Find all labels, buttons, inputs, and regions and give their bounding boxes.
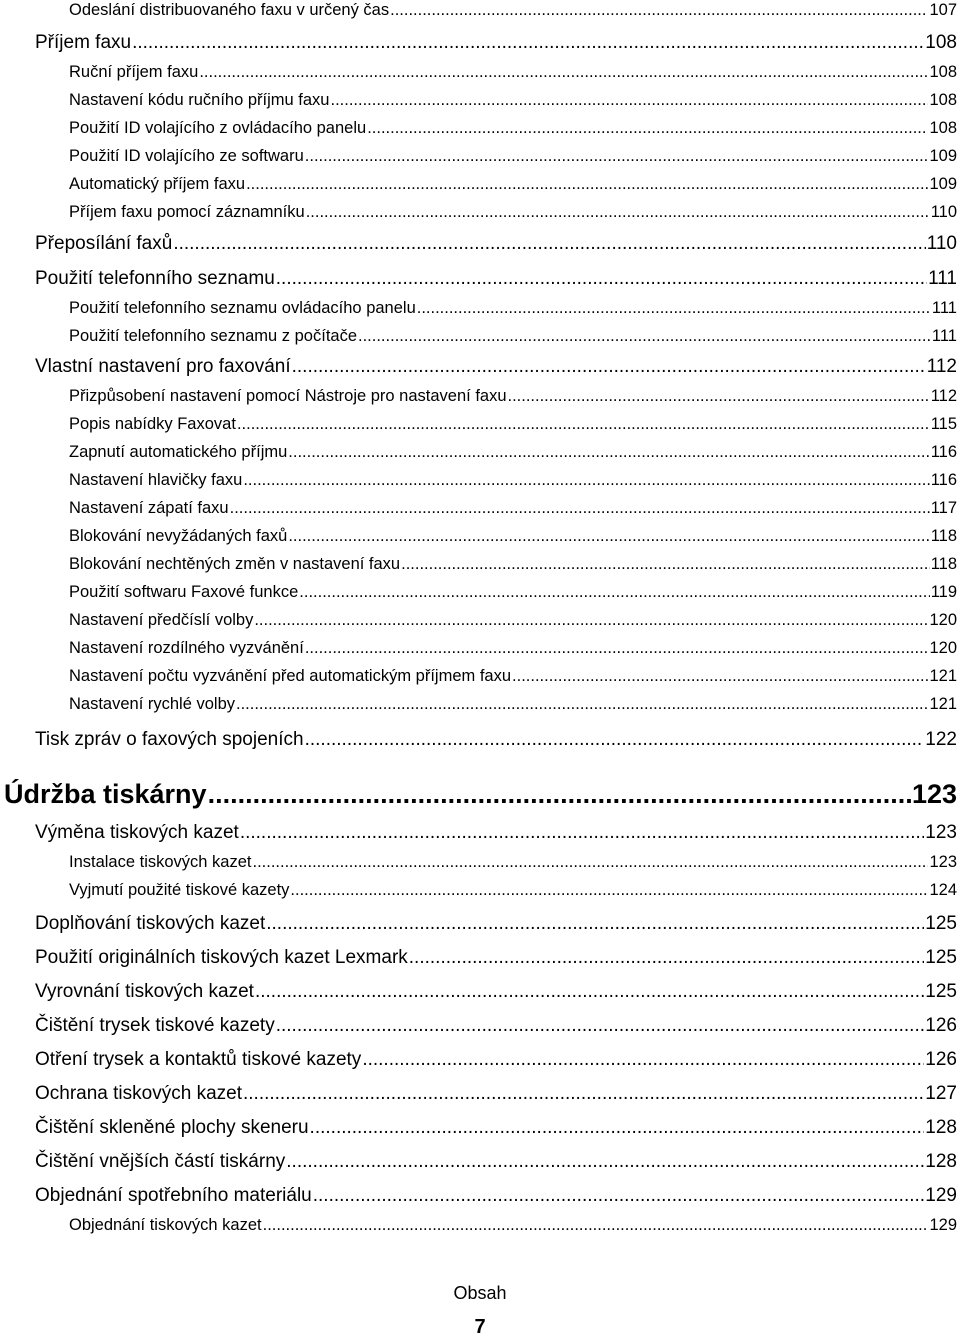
toc-entry-title: Použití originálních tiskových kazet Lexmark	[35, 947, 408, 968]
toc-dot-leader	[290, 877, 928, 903]
toc-entry[interactable]	[69, 0, 957, 23]
toc-entry-page: 111	[931, 327, 957, 345]
toc-entry[interactable]	[69, 607, 957, 633]
toc-entry[interactable]	[69, 439, 957, 465]
toc-entry[interactable]	[69, 523, 957, 549]
toc-entry[interactable]	[35, 726, 957, 754]
toc-entry[interactable]	[35, 1080, 957, 1108]
toc-entry[interactable]	[69, 59, 957, 85]
toc-entry-page: 121	[929, 667, 957, 685]
toc-entry[interactable]	[69, 323, 957, 349]
toc-dot-leader	[276, 1012, 925, 1040]
toc-dot-leader	[266, 910, 924, 938]
toc-dot-leader	[276, 265, 927, 293]
toc-dot-leader	[255, 978, 924, 1006]
toc-entry[interactable]	[35, 1182, 957, 1210]
toc-entry[interactable]	[69, 143, 957, 169]
toc-entry-page: 111	[928, 268, 957, 289]
toc-dot-leader	[237, 411, 930, 437]
toc-entry-page: 107	[929, 1, 957, 19]
toc-entry-page: 122	[925, 729, 957, 750]
toc-entry-page: 123	[925, 822, 957, 843]
toc-entry-title: Nastavení počtu vyzvánění před automatickým příjmem faxu	[69, 667, 512, 685]
toc-entry-page: 110	[930, 203, 957, 221]
footer-section-title: Obsah	[453, 1283, 507, 1303]
toc-entry-page: 108	[925, 32, 957, 53]
toc-dot-leader	[508, 383, 930, 409]
toc-entry-page: 128	[925, 1117, 957, 1138]
toc-entry-title: Údržba tiskárny	[4, 779, 207, 809]
toc-entry-page: 129	[929, 1216, 957, 1234]
toc-entry-title: Objednání tiskových kazet	[69, 1216, 262, 1234]
toc-entry[interactable]	[69, 199, 957, 225]
toc-dot-leader	[299, 579, 929, 605]
toc-entry-page: 112	[926, 356, 957, 377]
toc-dot-leader	[330, 87, 928, 113]
toc-entry-title: Tisk zpráv o faxových spojeních	[35, 729, 304, 750]
toc-entry-page: 123	[911, 779, 957, 809]
toc-entry-page: 124	[929, 881, 957, 899]
toc-entry[interactable]	[69, 495, 957, 521]
toc-entry[interactable]	[69, 467, 957, 493]
toc-entry-page: 119	[930, 583, 957, 601]
toc-entry-title: Vyjmutí použité tiskové kazety	[69, 881, 290, 899]
toc-dot-leader	[240, 819, 924, 847]
toc-entry-page: 129	[925, 1185, 957, 1206]
toc-entry-title: Ochrana tiskových kazet	[35, 1083, 242, 1104]
toc-entry-title: Čištění skleněné plochy skeneru	[35, 1117, 309, 1138]
toc-entry-page: 112	[930, 387, 957, 405]
toc-dot-leader	[512, 663, 928, 689]
toc-entry-title: Zapnutí automatického příjmu	[69, 443, 288, 461]
toc-dot-leader	[362, 1046, 924, 1074]
toc-dot-leader	[313, 1182, 925, 1210]
toc-entry-page: 108	[929, 91, 957, 109]
toc-entry-title: Čištění trysek tiskové kazety	[35, 1015, 275, 1036]
toc-dot-leader	[132, 29, 924, 57]
toc-dot-leader	[286, 1148, 924, 1176]
toc-entry-page: 109	[929, 175, 957, 193]
toc-entry-title: Použití telefonního seznamu z počítače	[69, 327, 358, 345]
toc-entry-page: 120	[929, 639, 957, 657]
toc-entry-title: Použití ID volajícího ze softwaru	[69, 147, 304, 165]
toc-entry[interactable]	[69, 171, 957, 197]
toc-dot-leader	[230, 495, 930, 521]
toc-entry[interactable]	[69, 383, 957, 409]
toc-entry[interactable]	[69, 691, 957, 717]
toc-dot-leader	[173, 230, 925, 258]
toc-entry-title: Instalace tiskových kazet	[69, 853, 252, 871]
toc-dot-leader	[367, 115, 928, 141]
toc-dot-leader	[236, 691, 928, 717]
toc-entry[interactable]	[69, 551, 957, 577]
toc-entry-title: Příjem faxu	[35, 32, 132, 53]
toc-dot-leader	[306, 199, 930, 225]
toc-entry-page: 110	[926, 233, 957, 254]
toc-entry-page: 109	[929, 147, 957, 165]
toc-entry-title: Použití telefonního seznamu ovládacího panelu	[69, 299, 416, 317]
toc-entry-page: 118	[930, 555, 957, 573]
toc-dot-leader	[208, 776, 911, 812]
toc-entry-title: Objednání spotřebního materiálu	[35, 1185, 312, 1206]
toc-entry-title: Nastavení rychlé volby	[69, 695, 235, 713]
toc-entry-page: 111	[931, 299, 957, 317]
toc-entry-page: 116	[930, 471, 957, 489]
toc-entry-title: Výměna tiskových kazet	[35, 822, 239, 843]
toc-dot-leader	[358, 323, 931, 349]
toc-entry-title: Příjem faxu pomocí záznamníku	[69, 203, 305, 221]
toc-entry-title: Nastavení hlavičky faxu	[69, 471, 243, 489]
toc-dot-leader	[263, 1212, 929, 1238]
toc-entry-title: Odeslání distribuovaného faxu v určený čas	[69, 1, 390, 19]
toc-entry[interactable]	[69, 663, 957, 689]
toc-entry[interactable]	[69, 849, 957, 875]
toc-dot-leader	[199, 59, 928, 85]
toc-entry-page: 120	[929, 611, 957, 629]
toc-dot-leader	[254, 607, 928, 633]
toc-entry-title: Přizpůsobení nastavení pomocí Nástroje pro nastavení faxu	[69, 387, 507, 405]
toc-entry-page: 125	[925, 981, 957, 1002]
toc-entry-title: Použití softwaru Faxové funkce	[69, 583, 299, 601]
toc-entry-title: Otření trysek a kontaktů tiskové kazety	[35, 1049, 362, 1070]
toc-entry-title: Doplňování tiskových kazet	[35, 913, 266, 934]
toc-entry-title: Nastavení zápatí faxu	[69, 499, 229, 517]
toc-entry[interactable]	[69, 1212, 957, 1238]
toc-dot-leader	[305, 143, 929, 169]
toc-entry[interactable]	[35, 353, 957, 381]
toc-dot-leader	[305, 726, 925, 754]
footer-page-number: 7	[474, 1316, 486, 1338]
toc-entry-title: Čištění vnějších částí tiskárny	[35, 1151, 286, 1172]
toc-dot-leader	[288, 523, 929, 549]
toc-entry-title: Vlastní nastavení pro faxování	[35, 356, 291, 377]
toc-entry[interactable]	[69, 115, 957, 141]
toc-entry-title: Použití telefonního seznamu	[35, 268, 275, 289]
toc-dot-leader	[409, 944, 925, 972]
toc-entry[interactable]	[35, 1114, 957, 1142]
toc-dot-leader	[243, 1080, 924, 1108]
toc-entry-title: Vyrovnání tiskových kazet	[35, 981, 254, 1002]
toc-entry-title: Popis nabídky Faxovat	[69, 415, 236, 433]
toc-dot-leader	[253, 849, 929, 875]
toc-entry[interactable]	[35, 29, 957, 57]
toc-dot-leader	[246, 171, 928, 197]
toc-dot-leader	[417, 295, 931, 321]
toc-entry[interactable]	[35, 265, 957, 293]
toc-dot-leader	[243, 467, 929, 493]
toc-entry[interactable]	[69, 579, 957, 605]
toc-entry[interactable]	[69, 87, 957, 113]
toc-entry[interactable]	[35, 230, 957, 258]
toc-entry-page: 126	[925, 1049, 957, 1070]
toc-entry[interactable]	[69, 877, 957, 903]
toc-entry-title: Blokování nechtěných změn v nastavení faxu	[69, 555, 401, 573]
toc-entry[interactable]	[35, 910, 957, 938]
toc-entry-page: 118	[930, 527, 957, 545]
toc-dot-leader	[310, 1114, 925, 1142]
toc-entry[interactable]	[69, 635, 957, 661]
toc-entry-page: 123	[929, 853, 957, 871]
toc-entry-title: Použití ID volajícího z ovládacího panelu	[69, 119, 367, 137]
toc-entry-title: Automatický příjem faxu	[69, 175, 246, 193]
toc-entry[interactable]	[35, 819, 957, 847]
toc-entry-page: 108	[929, 63, 957, 81]
toc-dot-leader	[390, 0, 928, 23]
toc-entry-page: 116	[930, 443, 957, 461]
toc-entry-page: 125	[925, 947, 957, 968]
toc-entry-page: 115	[930, 415, 957, 433]
toc-entry[interactable]	[69, 411, 957, 437]
toc-entry-page: 121	[929, 695, 957, 713]
toc-dot-leader	[305, 635, 929, 661]
toc-entry-page: 108	[929, 119, 957, 137]
toc-entry-page: 128	[925, 1151, 957, 1172]
toc-dot-leader	[292, 353, 926, 381]
toc-dot-leader	[401, 551, 930, 577]
toc-entry[interactable]	[35, 1148, 957, 1176]
toc-entry-title: Ruční příjem faxu	[69, 63, 199, 81]
toc-entry-title: Nastavení rozdílného vyzvánění	[69, 639, 304, 657]
toc-entry[interactable]	[35, 944, 957, 972]
toc-entry-title: Blokování nevyžádaných faxů	[69, 527, 288, 545]
toc-entry-page: 117	[930, 499, 957, 517]
toc-entry-page: 127	[925, 1083, 957, 1104]
toc-entry-page: 126	[925, 1015, 957, 1036]
toc-entry[interactable]	[69, 295, 957, 321]
toc-entry[interactable]	[35, 1046, 957, 1074]
toc-entry[interactable]	[35, 1012, 957, 1040]
toc-entry-title: Nastavení kódu ručního příjmu faxu	[69, 91, 330, 109]
toc-entry[interactable]	[4, 776, 957, 812]
toc-entry[interactable]	[35, 978, 957, 1006]
toc-entry-title: Přeposílání faxů	[35, 233, 173, 254]
toc-dot-leader	[288, 439, 929, 465]
toc-entry-title: Nastavení předčíslí volby	[69, 611, 254, 629]
toc-entry-page: 125	[925, 913, 957, 934]
